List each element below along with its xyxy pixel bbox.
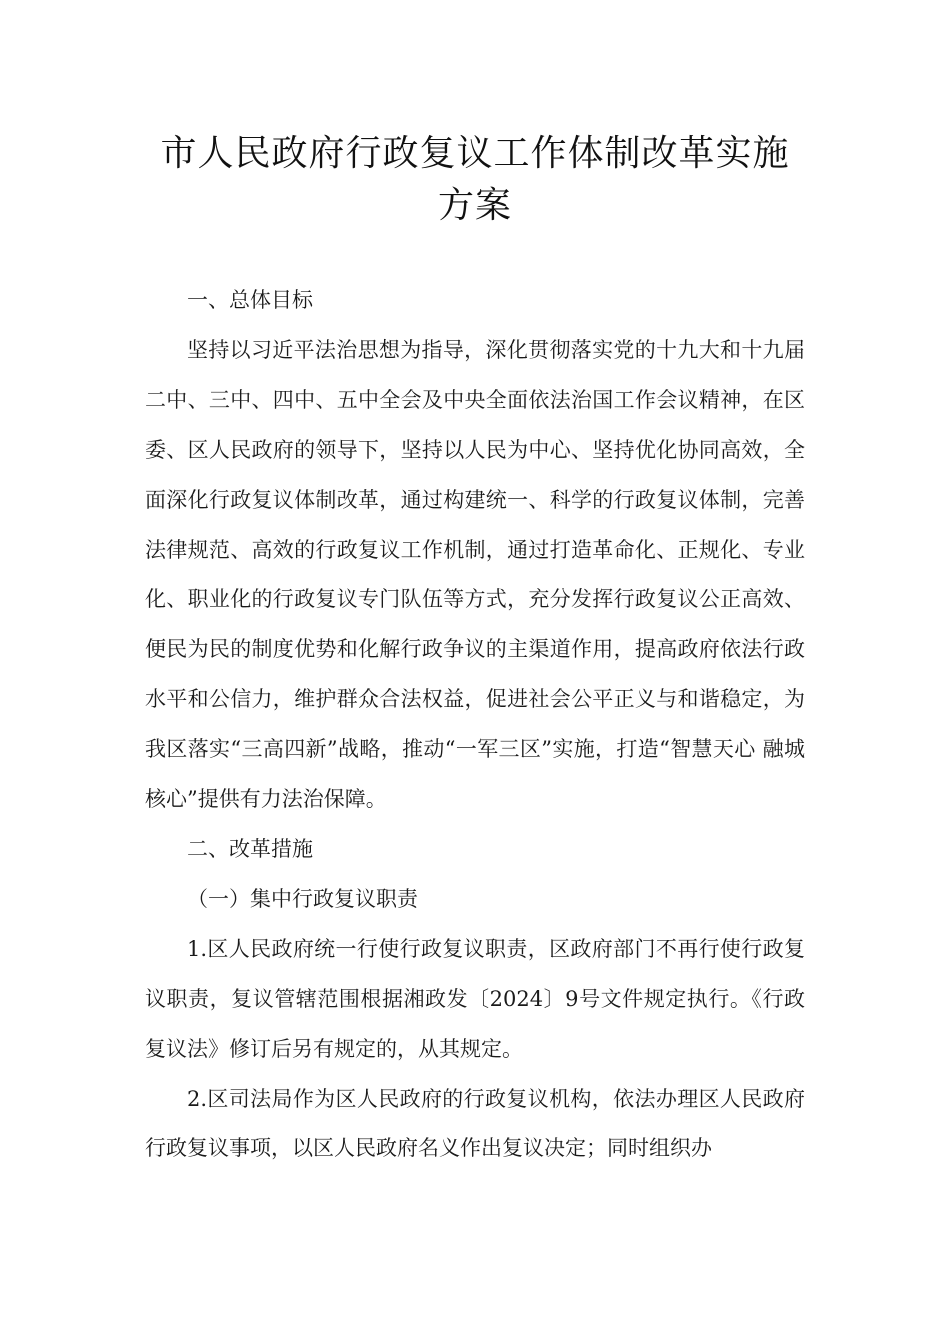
item2-paragraph: 2.区司法局作为区人民政府的行政复议机构，依法办理区人民政府行政复议事项，以区人民政府名义作出复议决定；同时组织办 [145,1086,805,1161]
document-body [145,276,805,1174]
section1-heading: 一、总体目标 [187,288,313,312]
section2-heading: 二、改革措施 [187,836,313,861]
subsection1-heading: （一）集中行政复议职责 [187,886,418,911]
item1-paragraph: 1.区人民政府统一行使行政复议职责，区政府部门不再行使行政复议职责，复议管辖范围根据湘政发〔2024〕9号文件规定执行。《行政复议法》修订后另有规定的，从其规定。 [145,936,805,1061]
document-title-line2: 方案 [437,185,512,226]
section1-paragraph: 坚持以习近平法治思想为指导，深化贯彻落实党的十九大和十九届二中、三中、四中、五中全会及中央全面依法治国工作会议精神，在区委、区人民政府的领导下，坚持以人民为中心、坚持优化协同高效，全面深化行政复议体制改革，通过构建统一、科学的行政复议体制，完善法律规范、高效的行政复议工作机制，通过打造革命化、正规化、专业化、职业化的行政复议专门队伍等方式，充分发挥行政复议公正高效、便民为民的制度优势和化解行政争议的主渠道作用，提高政府依法行政水平和公信力，维护群众合法权益，促进社会公平正义与和谐稳定，为我区落实“三高四新”战略，推动“一军三区”实施，打造“智慧天心 融城核心”提供有力法治保障。 [145,337,805,812]
document-title-line1: 市人民政府行政复议工作体制改革实施 [160,133,790,174]
